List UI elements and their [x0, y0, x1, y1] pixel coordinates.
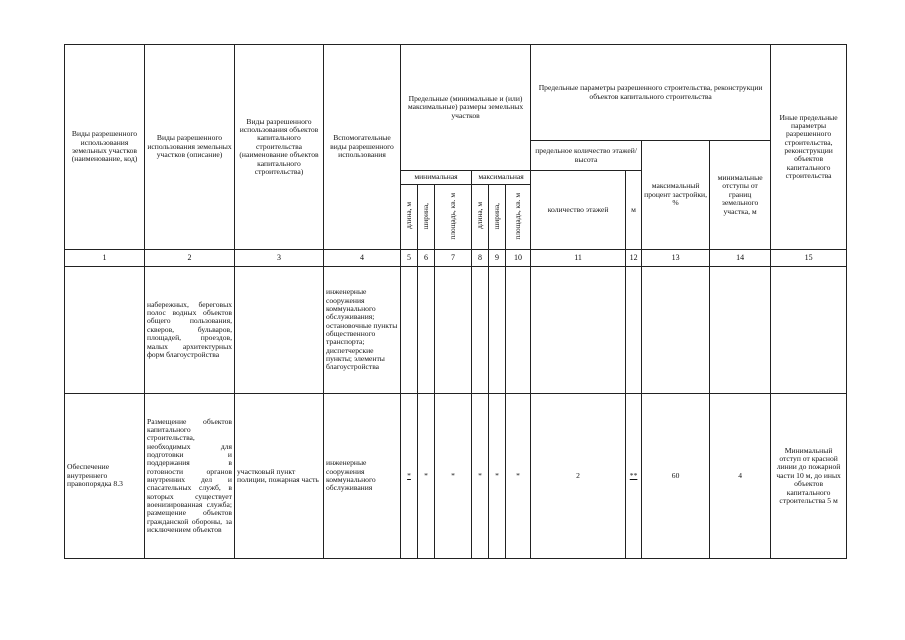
- header-height-m: м: [626, 171, 642, 250]
- header-col4: Вспомогательные виды разрешенного использования: [324, 45, 401, 250]
- header-minimum: минимальная: [401, 171, 472, 185]
- header-col3: Виды разрешенного использования объектов капитального строительства (наименование объектов капитального строительства): [235, 45, 324, 250]
- row-cell-col2: Размещение объектов капитального строительства, необходимых для подготовки и поддержания в готовности органов внутренних дел и спасательных служб, в которых существует военизированная служба; размещение объектов гражданской обороны, за исключением объектов: [145, 394, 235, 559]
- row-cell-col3: участковый пункт полиции, пожарная часть: [235, 394, 324, 559]
- column-number: 1: [65, 250, 145, 267]
- row-cell-c5: *: [401, 394, 418, 559]
- row-cell-c10: [506, 267, 531, 394]
- row-cell-col4: инженерные сооружения коммунального обслуживания; остановочные пункты общественного транспорта; диспетчерские пункты; элементы благоустройства: [324, 267, 401, 394]
- column-number: 14: [710, 250, 771, 267]
- header-min-width: ширина,: [418, 185, 435, 250]
- row-cell-c13: 60: [642, 394, 710, 559]
- row-cell-col1: Обеспечение внутреннего правопорядка 8.3: [65, 394, 145, 559]
- column-number: 3: [235, 250, 324, 267]
- header-floors-count: количество этажей: [531, 171, 626, 250]
- column-number: 12: [626, 250, 642, 267]
- column-number: 4: [324, 250, 401, 267]
- header-min-area: площадь, кв. м: [435, 185, 472, 250]
- row-cell-col2: набережных, береговых полос водных объектов общего пользования, скверов, бульваров, площадей, проездов, малых архитектурных форм благоустройства: [145, 267, 235, 394]
- zoning-regulations-table: [64, 44, 847, 559]
- row-cell-c7: *: [435, 394, 472, 559]
- header-col15: Иные предельные параметры разрешенного строительства, реконструкции объектов капитального строительства: [771, 45, 847, 250]
- column-numbers-row: [65, 250, 847, 267]
- header-min-length: длина, м: [401, 185, 418, 250]
- column-number: 8: [472, 250, 489, 267]
- header-maximum: максимальная: [472, 171, 531, 185]
- header-land-size-group: Предельные (минимальные и (или) максимальные) размеры земельных участков: [401, 45, 531, 171]
- header-build-params-group: Предельные параметры разрешенного строительства, реконструкции объектов капитального строительства: [531, 45, 771, 141]
- column-number: 10: [506, 250, 531, 267]
- column-number: 5: [401, 250, 418, 267]
- column-number: 2: [145, 250, 235, 267]
- header-col2: Виды разрешенного использования земельных участков (описание): [145, 45, 235, 250]
- row-cell-c9: [489, 267, 506, 394]
- row-cell-c12: **: [626, 394, 642, 559]
- header-floors-group: предельное количество этажей/высота: [531, 141, 642, 171]
- column-number: 15: [771, 250, 847, 267]
- header-max-percent: максимальный процент застройки, %: [642, 141, 710, 250]
- row-cell-c7: [435, 267, 472, 394]
- header-max-width: ширина,: [489, 185, 506, 250]
- row-cell-c11: [531, 267, 626, 394]
- row-cell-c6: [418, 267, 435, 394]
- row-cell-c12: [626, 267, 642, 394]
- header-max-length: длина, м: [472, 185, 489, 250]
- header-col1: Виды разрешенного использования земельных участков (наименование, код): [65, 45, 145, 250]
- row-cell-col3: [235, 267, 324, 394]
- row-cell-c15: [771, 267, 847, 394]
- row-cell-c11: 2: [531, 394, 626, 559]
- row-cell-c9: *: [489, 394, 506, 559]
- row-cell-c14: [710, 267, 771, 394]
- column-number: 13: [642, 250, 710, 267]
- row-cell-c8: *: [472, 394, 489, 559]
- column-number: 7: [435, 250, 472, 267]
- table-row: [65, 394, 847, 559]
- row-cell-c5: [401, 267, 418, 394]
- row-cell-c8: [472, 267, 489, 394]
- column-number: 11: [531, 250, 626, 267]
- row-cell-c6: *: [418, 394, 435, 559]
- row-cell-col4: инженерные сооружения коммунального обслуживания: [324, 394, 401, 559]
- header-max-area: площадь, кв. м: [506, 185, 531, 250]
- column-number: 6: [418, 250, 435, 267]
- row-cell-c10: *: [506, 394, 531, 559]
- row-cell-col1: [65, 267, 145, 394]
- row-cell-c15: Минимальный отступ от красной линии до пожарной части 10 м, до иных объектов капитального строительства 5 м: [771, 394, 847, 559]
- header-min-setbacks: минимальные отступы от границ земельного участка, м: [710, 141, 771, 250]
- row-cell-c13: [642, 267, 710, 394]
- row-cell-c14: 4: [710, 394, 771, 559]
- column-number: 9: [489, 250, 506, 267]
- table-row: [65, 267, 847, 394]
